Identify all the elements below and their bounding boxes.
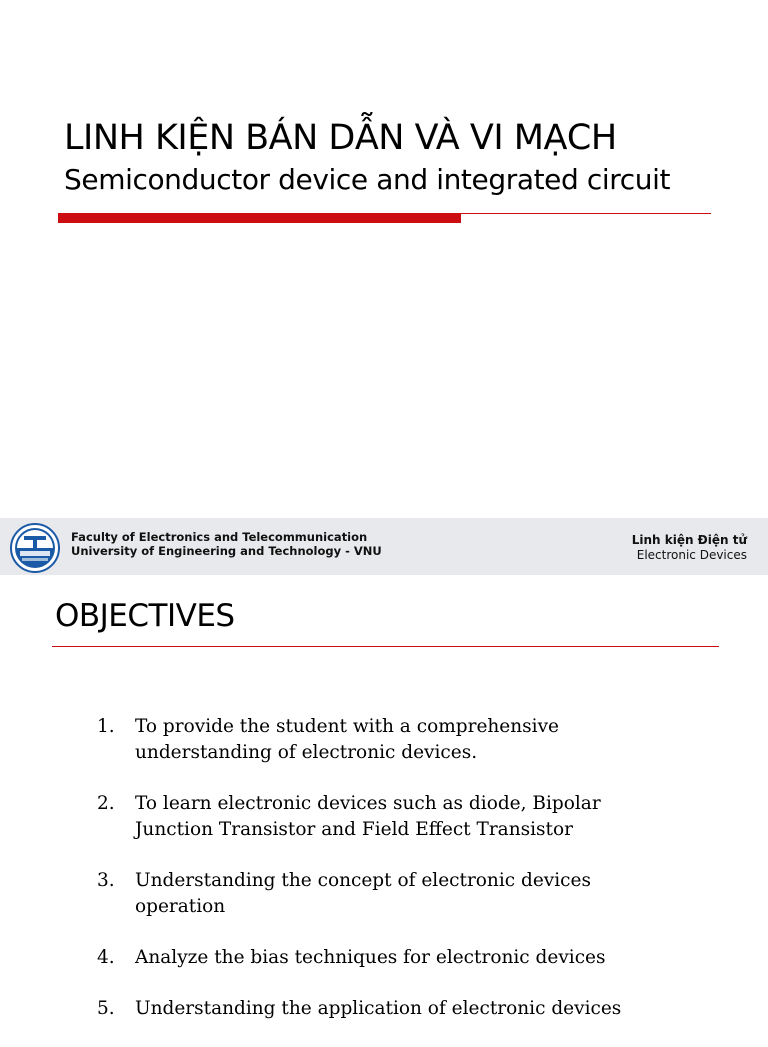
title-underline-thick [58, 213, 461, 223]
slide-subtitle-english: Semiconductor device and integrated circuit [64, 163, 671, 196]
objective-item [97, 945, 737, 971]
objective-text: Understanding the application of electronic devices [135, 998, 622, 1019]
title-underline-thin [461, 213, 711, 214]
title-slide [0, 0, 768, 518]
slide-header-band [0, 518, 768, 575]
objective-item [97, 791, 737, 843]
university-logo-icon [10, 523, 60, 573]
objective-item [97, 868, 737, 920]
faculty-affiliation [71, 530, 382, 558]
objectives-list [97, 714, 737, 1047]
faculty-name: Faculty of Electronics and Telecommunication [71, 530, 368, 544]
objectives-underline [52, 646, 719, 647]
objective-text-line: operation [135, 896, 226, 917]
objective-number: 1. [97, 716, 115, 737]
slide-title-vietnamese: LINH KIỆN BÁN DẪN VÀ VI MẠCH [64, 118, 617, 158]
course-title-vietnamese: Linh kiện Điện tử [631, 533, 747, 547]
objective-item [97, 714, 737, 766]
objective-text [135, 791, 737, 843]
course-title [632, 533, 747, 563]
objective-text [135, 714, 737, 766]
objective-number: 5. [97, 998, 115, 1019]
course-title-english: Electronic Devices [636, 548, 747, 562]
objective-number: 2. [97, 793, 115, 814]
objective-number: 4. [97, 947, 115, 968]
objective-text-line: To provide the student with a comprehensive [135, 716, 559, 737]
objective-text [135, 868, 737, 920]
objectives-heading: OBJECTIVES [55, 598, 235, 634]
objective-text-line: To learn electronic devices such as diode, Bipolar [135, 793, 601, 814]
objective-item [97, 996, 737, 1022]
university-name: University of Engineering and Technology - VNU [71, 544, 382, 558]
objective-text-line: understanding of electronic devices. [135, 742, 478, 763]
objective-text-line: Understanding the concept of electronic devices [135, 870, 591, 891]
objective-text-line: Junction Transistor and Field Effect Transistor [135, 819, 573, 840]
objective-text: Analyze the bias techniques for electronic devices [135, 947, 606, 968]
objective-number: 3. [97, 870, 115, 891]
